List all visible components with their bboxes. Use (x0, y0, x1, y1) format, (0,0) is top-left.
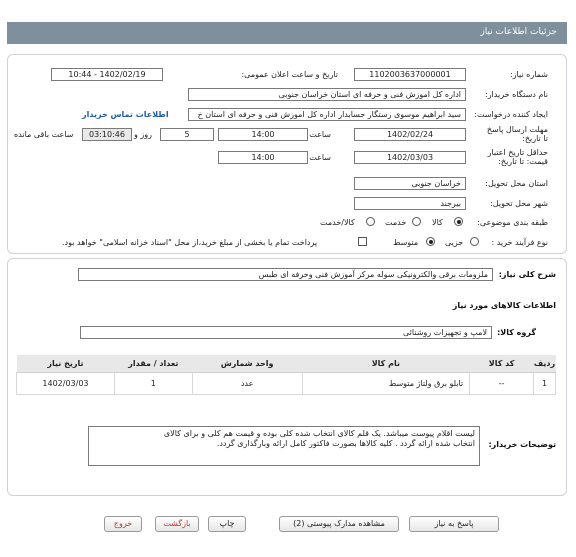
col-qty: تعداد / مقدار (114, 355, 192, 372)
requester-field: سید ابراهیم موسوی رستگار حسابدار اداره کل اموزش فنی و حرفه ای استان خ (188, 108, 466, 121)
goods-table (16, 355, 556, 395)
buyer-notes-label: توضیحات خریدار: (488, 440, 556, 449)
category-both-label: کالا/خدمت (320, 218, 355, 227)
cell-row: 1 (534, 372, 556, 394)
goods-table-header (17, 355, 556, 372)
requester-label: ایجاد کننده درخواست: (474, 110, 548, 119)
buyer-notes-line-2: انتخاب شده ارائه گردد . کلیه کالاها بصورت فاکتور کامل ارائه وبارگذاری گردد. (216, 439, 475, 448)
announce-label: تاریخ و ساعت اعلان عمومی: (241, 70, 338, 79)
category-goods-radio[interactable] (454, 217, 463, 226)
goods-info-title: اطلاعات کالاهای مورد نیاز (452, 301, 556, 310)
validity-date-field: 1402/03/03 (354, 151, 466, 164)
summary-label: شرح کلی نیاز: (498, 270, 556, 279)
col-name: نام کالا (302, 355, 470, 372)
cell-unit: عدد (192, 372, 302, 394)
process-minor-radio[interactable] (470, 237, 479, 246)
reply-button[interactable]: پاسخ به نیاز (409, 516, 499, 532)
deadline-days-label: روز و (134, 130, 152, 139)
col-row: ردیف (534, 355, 556, 372)
buyer-org-label: نام دستگاه خریدار: (485, 90, 548, 99)
deadline-time-label: ساعت (309, 130, 331, 139)
remaining-time-field: 03:10:46 (82, 128, 132, 141)
process-medium-label: متوسط (393, 238, 419, 247)
process-medium-radio[interactable] (426, 237, 435, 246)
summary-field: ملزومات برقی والکترونیکی سوله مرکز آموزش فنی وحرفه ای طبس (78, 268, 493, 281)
col-date: تاریخ نیاز (17, 355, 115, 372)
buyer-notes-line-1: لیست اقلام پیوست میباشد. یک قلم کالای انتخاب شده کلی بوده و قیمت هم کلی و برای کالای (163, 429, 475, 438)
category-goods-label: کالا (432, 218, 443, 227)
need-number-label: شماره نیاز: (510, 70, 548, 79)
process-minor-label: جزیی (445, 238, 464, 247)
process-label: نوع فرآیند خرید : (491, 238, 548, 247)
validity-label: حداقل تاریخ اعتبار قیمت: تا تاریخ: (487, 148, 548, 166)
validity-time-field: 14:00 (218, 151, 308, 164)
buyer-notes-box (88, 426, 480, 466)
deadline-days-field: 5 (160, 128, 214, 141)
table-row[interactable] (17, 372, 556, 394)
province-field: خراسان جنوبی (354, 177, 466, 190)
deadline-date-field: 1402/02/24 (354, 128, 466, 141)
cell-code: -- (470, 372, 534, 394)
need-number-field: 1102003637000001 (354, 68, 466, 81)
page-title: جزئیات اطلاعات نیاز (480, 27, 557, 37)
city-label: شهر محل تحویل: (490, 199, 548, 208)
category-service-label: خدمت (385, 218, 407, 227)
cell-date: 1402/03/03 (17, 372, 115, 394)
title-bar (7, 22, 567, 44)
category-label: طبقه بندی موضوعی: (477, 218, 548, 227)
goods-group-label: گروه کالا: (497, 328, 536, 337)
validity-time-label: ساعت (309, 153, 331, 162)
view-attachments-button[interactable]: مشاهده مدارک پیوستی (2) (279, 516, 399, 532)
province-label: استان محل تحویل: (485, 179, 548, 188)
city-field: بیرجند (354, 197, 466, 210)
deadline-time-field: 14:00 (218, 128, 308, 141)
exit-button[interactable]: خروج (104, 516, 142, 532)
col-code: کد کالا (470, 355, 534, 372)
cell-name: تابلو برق ولتاژ متوسط (302, 372, 470, 394)
category-service-radio[interactable] (412, 217, 421, 226)
print-button[interactable]: چاپ (208, 516, 246, 532)
goods-group-field: لامپ و تجهیزات روشنائی (80, 326, 492, 339)
category-both-radio[interactable] (366, 217, 375, 226)
cell-qty: 1 (114, 372, 192, 394)
buyer-contact-link[interactable]: اطلاعات تماس خریدار (82, 110, 169, 119)
deadline-label: مهلت ارسال پاسخ تا تاریخ: (486, 125, 548, 143)
remaining-time-label: ساعت باقی مانده (14, 130, 74, 139)
back-button[interactable]: بازگشت (155, 516, 199, 532)
treasury-payment-label: پرداخت تمام یا بخشی از مبلغ خرید،از محل "اسناد خزانه اسلامی" خواهد بود. (62, 238, 318, 247)
treasury-payment-checkbox[interactable] (358, 237, 367, 246)
col-unit: واحد شمارش (192, 355, 302, 372)
announce-field: 1402/02/19 - 10:44 (51, 68, 163, 81)
buyer-org-field: اداره کل اموزش فنی و حرفه ای استان خراسان جنوبی (188, 88, 466, 101)
